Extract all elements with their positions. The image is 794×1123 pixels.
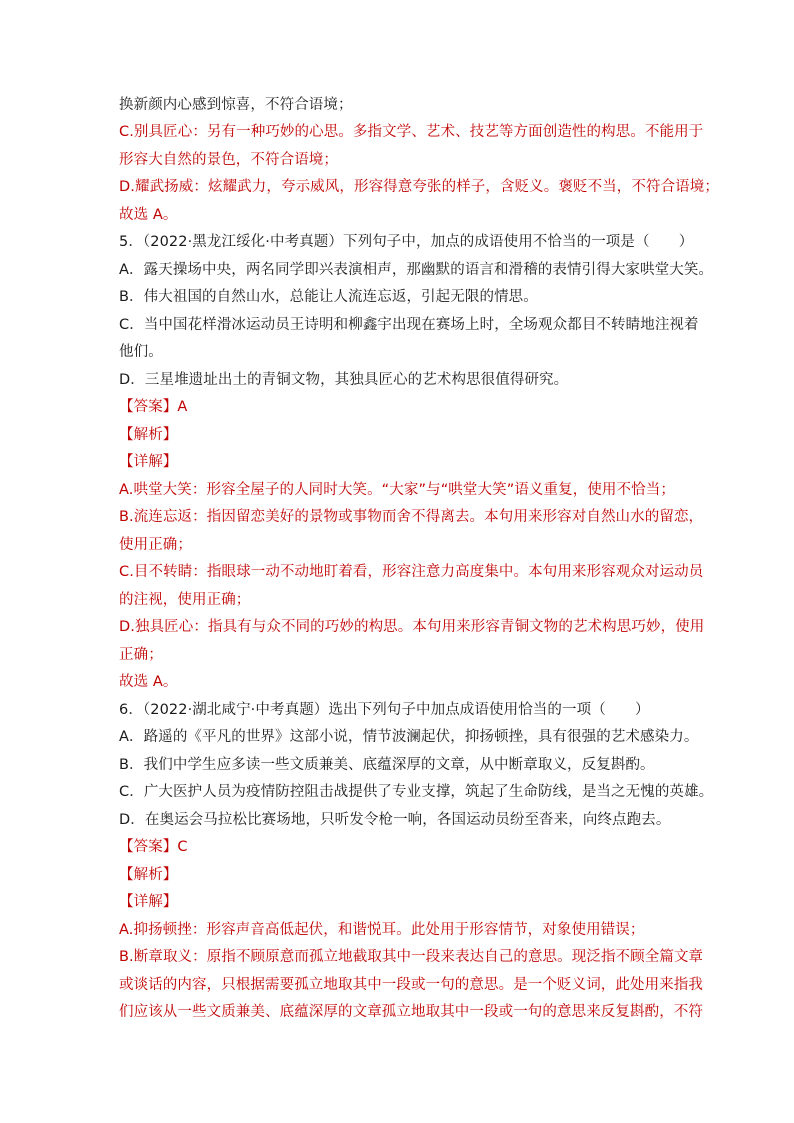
- text-line: D.独具匠心：指具有与众不同的巧妙的构思。本句用来形容青铜文物的艺术构思巧妙，使用: [119, 619, 705, 635]
- text-line: 故选 A。: [119, 207, 178, 223]
- option-a: A．露天操场中央，两名同学即兴表演相声，那幽默的语言和滑稽的表情引得大家哄堂大笑。: [119, 262, 714, 278]
- detail-label: 【详解】: [119, 454, 178, 470]
- answer-label: 【答案】A: [119, 399, 188, 415]
- text-line: A.哄堂大笑：形容全屋子的人同时大笑。“大家”与“哄堂大笑”语义重复，使用不恰当；: [119, 482, 675, 498]
- option-d: D．在奥运会马拉松比赛场地，只听发令枪一响，各国运动员纷至沓来，向终点跑去。: [119, 812, 671, 828]
- text-line: 使用正确；: [119, 537, 192, 553]
- text-line: 的注视，使用正确；: [119, 592, 251, 608]
- option-a: A．路遥的《平凡的世界》这部小说，情节波澜起伏，抑扬顿挫，具有很强的艺术感染力。: [119, 729, 699, 745]
- option-d: D．三星堆遗址出土的青铜文物，其独具匠心的艺术构思很值得研究。: [119, 372, 569, 388]
- question-title: 5．（2022·黑龙江绥化·中考真题）下列句子中，加点的成语使用不恰当的一项是（ ）: [119, 234, 694, 250]
- text-line: 换新颜内心感到惊喜，不符合语境；: [119, 97, 353, 113]
- text-line: 们应该从一些文质兼美、底蕴深厚的文章孤立地取其中一段或一句的意思来反复斟酌，不符: [119, 1004, 703, 1020]
- option-c: C．广大医护人员为疫情防控阻击战提供了专业支撑，筑起了生命防线，是当之无愧的英雄。: [119, 784, 714, 800]
- text-line: C.别具匠心：另有一种巧妙的心思。多指文学、艺术、技艺等方面创造性的构思。不能用于: [119, 124, 704, 140]
- text-line: 或谈话的内容，只根据需要孤立地取其中一段或一句的意思。是一个贬义词，此处用来指我: [119, 977, 703, 993]
- question-title: 6．（2022·湖北咸宁·中考真题）选出下列句子中加点成语使用恰当的一项（ ）: [119, 702, 650, 718]
- answer-label: 【答案】C: [119, 839, 188, 855]
- text-line: 故选 A。: [119, 674, 178, 690]
- option-c-cont: 他们。: [119, 344, 163, 360]
- text-line: 正确；: [119, 647, 163, 663]
- text-line: B.断章取义：原指不顾原意而孤立地截取其中一段来表达自己的意思。现泛指不顾全篇文章: [119, 949, 704, 965]
- analysis-label: 【解析】: [119, 867, 178, 883]
- analysis-label: 【解析】: [119, 427, 178, 443]
- text-line: D.耀武扬威：炫耀武力，夸示威风，形容得意夸张的样子，含贬义。褒贬不当，不符合语境；: [119, 179, 719, 195]
- text-line: B.流连忘返：指因留恋美好的景物或事物而舍不得离去。本句用来形容对自然山水的留恋，: [119, 509, 704, 525]
- option-b: B．我们中学生应多读一些文质兼美、底蕴深厚的文章，从中断章取义，反复斟酌。: [119, 757, 655, 773]
- option-c: C．当中国花样滑冰运动员王诗明和柳鑫宇出现在赛场上时，全场观众都目不转睛地注视着: [119, 317, 699, 333]
- text-line: A.抑扬顿挫：形容声音高低起伏，和谐悦耳。此处用于形容情节，对象使用错误；: [119, 922, 645, 938]
- option-b: B．伟大祖国的自然山水，总能让人流连忘返，引起无限的情思。: [119, 289, 538, 305]
- text-line: 形容大自然的景色，不符合语境；: [119, 152, 338, 168]
- text-line: C.目不转睛：指眼球一动不动地盯着看，形容注意力高度集中。本句用来形容观众对运动员: [119, 564, 704, 580]
- detail-label: 【详解】: [119, 894, 178, 910]
